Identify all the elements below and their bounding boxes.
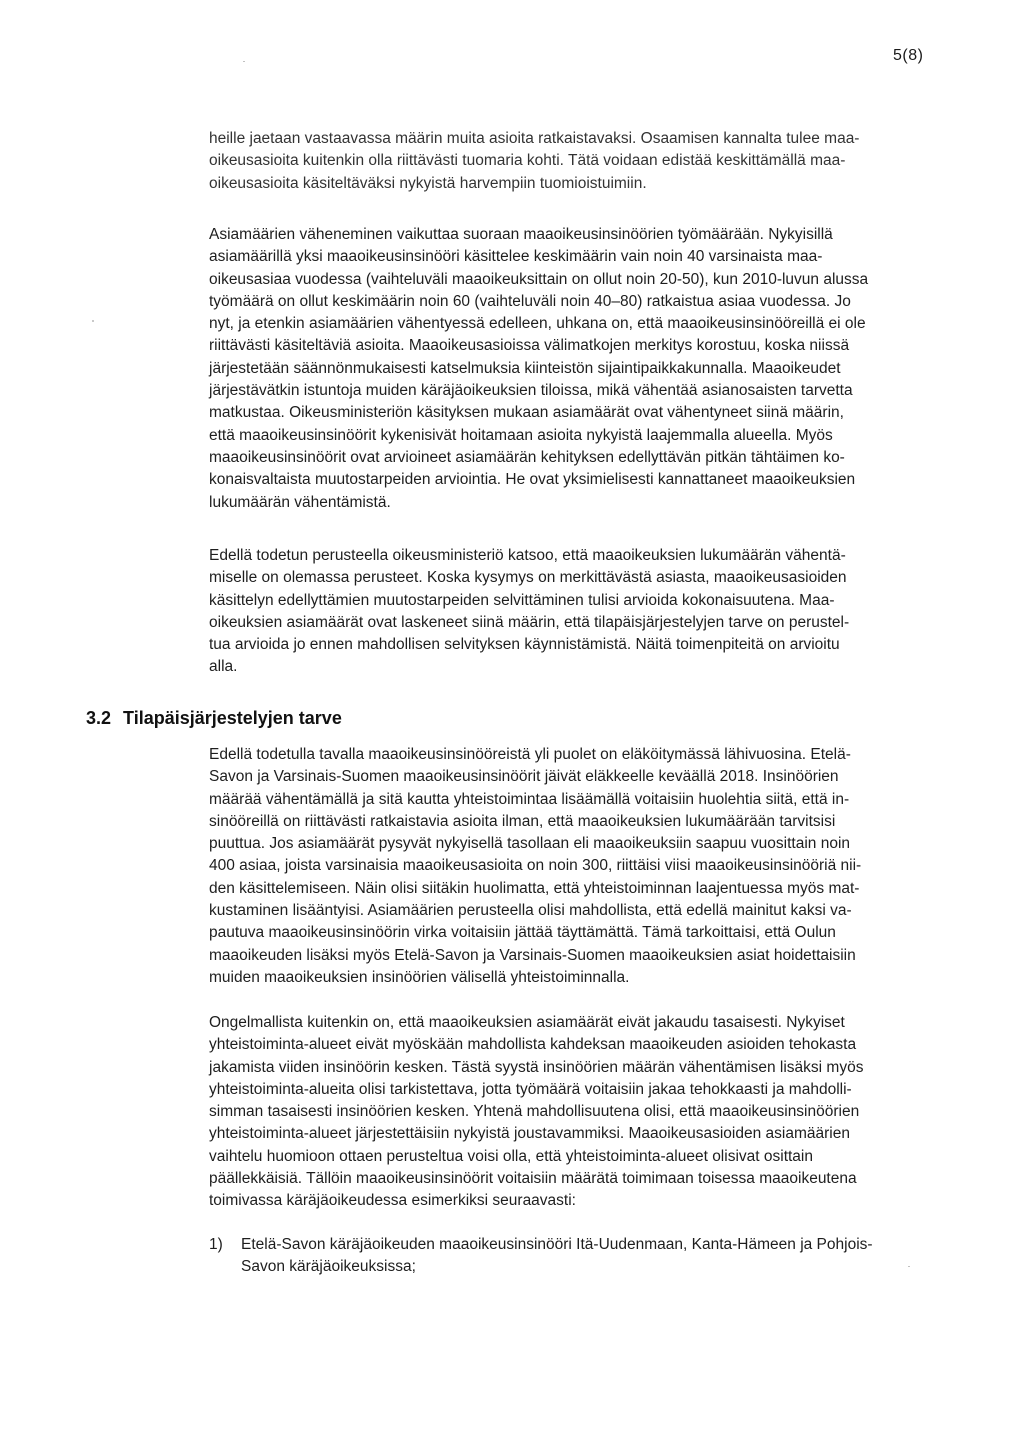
- list-marker: 1): [209, 1236, 223, 1253]
- scan-speck: [908, 1266, 910, 1267]
- section-title: Tilapäisjärjestelyjen tarve: [123, 708, 342, 728]
- paragraph-text: heille jaetaan vastaavassa määrin muita asioita ratkaistavaksi. Osaamisen kannalta tulee maa- oikeusasioita kuitenkin olla riittävästi tuomaria kohti. Tätä voidaan edistää keskittämällä maa- oikeusasioita käsiteltäväksi nykyistä harvempiin tuomioistuimiin.: [209, 130, 860, 192]
- body-paragraph-1: [209, 128, 957, 195]
- body-paragraph-5: [209, 1012, 957, 1213]
- section-heading: [86, 706, 342, 730]
- scan-speck: [92, 320, 94, 322]
- body-paragraph-4: [209, 744, 957, 989]
- numbered-list: [209, 1234, 957, 1279]
- paragraph-text: Edellä todetun perusteella oikeusministeriö katsoo, että maaoikeuksien lukumäärän vähentä- miselle on olemassa perusteet. Koska kysymys on merkittävästä asiasta, maaoikeusasioiden käsittelyn edellyttämien muutostarpeiden selvittäminen tulisi arvioida kokonaisuutena. Maa- oikeuksien asiamäärät ovat laskeneet siinä määrin, että tilapäisjärjestelyjen tarve on perustel- tua arvioida jo ennen mahdollisen selvityksen käynnistämistä. Näitä toimenpiteitä on arvioitu alla.: [209, 547, 850, 676]
- section-number: 3.2: [86, 708, 112, 728]
- body-paragraph-2: [209, 224, 957, 514]
- page-number: 5(8): [893, 47, 924, 64]
- paragraph-text: Ongelmallista kuitenkin on, että maaoikeuksien asiamäärät eivät jakaudu tasaisesti. Nykyiset yhteistoiminta-alueet eivät myöskään mahdollista kahdeksan maaoikeuden asioiden tehokasta jakamista viiden insinöörin kesken. Tästä syystä insinöörien määrän vähentämisen lisäksi myös yhteistoiminta-alueita olisi tarkistettava, jotta työmäärä voitaisiin jakaa tehokkaasti ja mahdolli- simman tasaisesti insinöörien kesken. Yhtenä mahdollisuutena olisi, että maaoikeusinsinöörien yhteistoiminta-alueet järjestettäisiin nykyistä joustavammiksi. Maaoikeusasioiden asiamäärien vaihtelu huomioon ottaen perusteltua voisi olla, että yhteistoiminta-alueet olisivat osittain päällekkäisiä. Tällöin maaoikeusinsinöörit voitaisiin määrätä toimimaan toisessa maaoikeutena toimivassa käräjäoikeudessa esimerkiksi seuraavasti:: [209, 1014, 864, 1210]
- body-paragraph-3: [209, 545, 957, 679]
- scan-speck: [243, 61, 245, 62]
- paragraph-text: Edellä todetulla tavalla maaoikeusinsinööreistä yli puolet on eläköitymässä lähivuosina. Etelä- Savon ja Varsinais-Suomen maaoikeusinsinöörit jäivät eläkkeelle keväällä 2018. Insinöörien määrää vähentämällä ja sitä kautta yhteistoimintaa lisäämällä voitaisiin huolehtia siitä, että in- sinööreillä on riittävästi ratkaistavia asioita ilman, että maaoikeuksien lukumäärään tarvitsisi puuttua. Jos asiamäärät pysyvät nykyisellä tasollaan eli maaoikeuksiin saapuu vuosittain noin 400 asiaa, joista varsinaisia maaoikeusasioita on noin 300, riittäisi viisi maaoikeusinsinööriä nii- den käsittelemiseen. Näin olisi siitäkin huolimatta, että yhteistoiminnan laajentuessa myös mat- kustaminen lisääntyisi. Asiamäärien perusteella olisi mahdollista, että edellä mainitut kaksi va- pautuva maaoikeusinsinöörin virka voitaisiin jättää täyttämättä. Tämä tarkoittaisi, että Oulun maaoikeuden lisäksi myös Etelä-Savon ja Varsinais-Suomen maaoikeuksien asiat hoidettaisiin muiden maaoikeuksien insinöörien välisellä yhteistoiminnalla.: [209, 746, 862, 986]
- list-item: [209, 1234, 957, 1279]
- list-item-text: Etelä-Savon käräjäoikeuden maaoikeusinsinööri Itä-Uudenmaan, Kanta-Hämeen ja Pohjois- Savon käräjäoikeuksissa;: [241, 1236, 873, 1276]
- paragraph-text: Asiamäärien väheneminen vaikuttaa suoraan maaoikeusinsinöörien työmäärään. Nykyisillä asiamäärillä yksi maaoikeusinsinööri käsittelee keskimäärin vain noin 40 varsinaista maa- oikeusasiaa vuodessa (vaihteluväli maaoikeuksittain on ollut noin 20-50), kun 2010-luvun alussa työmäärä on ollut keskimäärin noin 60 (vaihteluväli noin 40–80) ratkaistua asiaa vuodessa. Jo nyt, ja etenkin asiamäärien vähentyessä edelleen, uhkana on, että maaoikeusinsinööreillä ei ole riittävästi käsiteltäviä asioita. Maaoikeusasioissa välimatkojen merkitys korostuu, koska niissä järjestetään säännönmukaisesti katselmuksia kiinteistön sijaintipaikkakunnalla. Maaoikeudet järjestävätkin istuntoja muiden käräjäoikeuksien tiloissa, mikä vähentää asianosaisten tarvetta matkustaa. Oikeusministeriön käsityksen mukaan asiamäärät ovat vähentyneet siinä määrin, että maaoikeusinsinöörit kykenisivät hoitamaan asioita nykyistä laajemmalla alueella. Myös maaoikeusinsinöörit ovat arvioineet asiamäärän kehityksen edellyttävän pitkän tähtäimen ko- konaisvaltaista muutostarpeiden arviointia. He ovat yksimielisesti kannattaneet maaoikeuksien lukumäärän vähentämistä.: [209, 226, 869, 511]
